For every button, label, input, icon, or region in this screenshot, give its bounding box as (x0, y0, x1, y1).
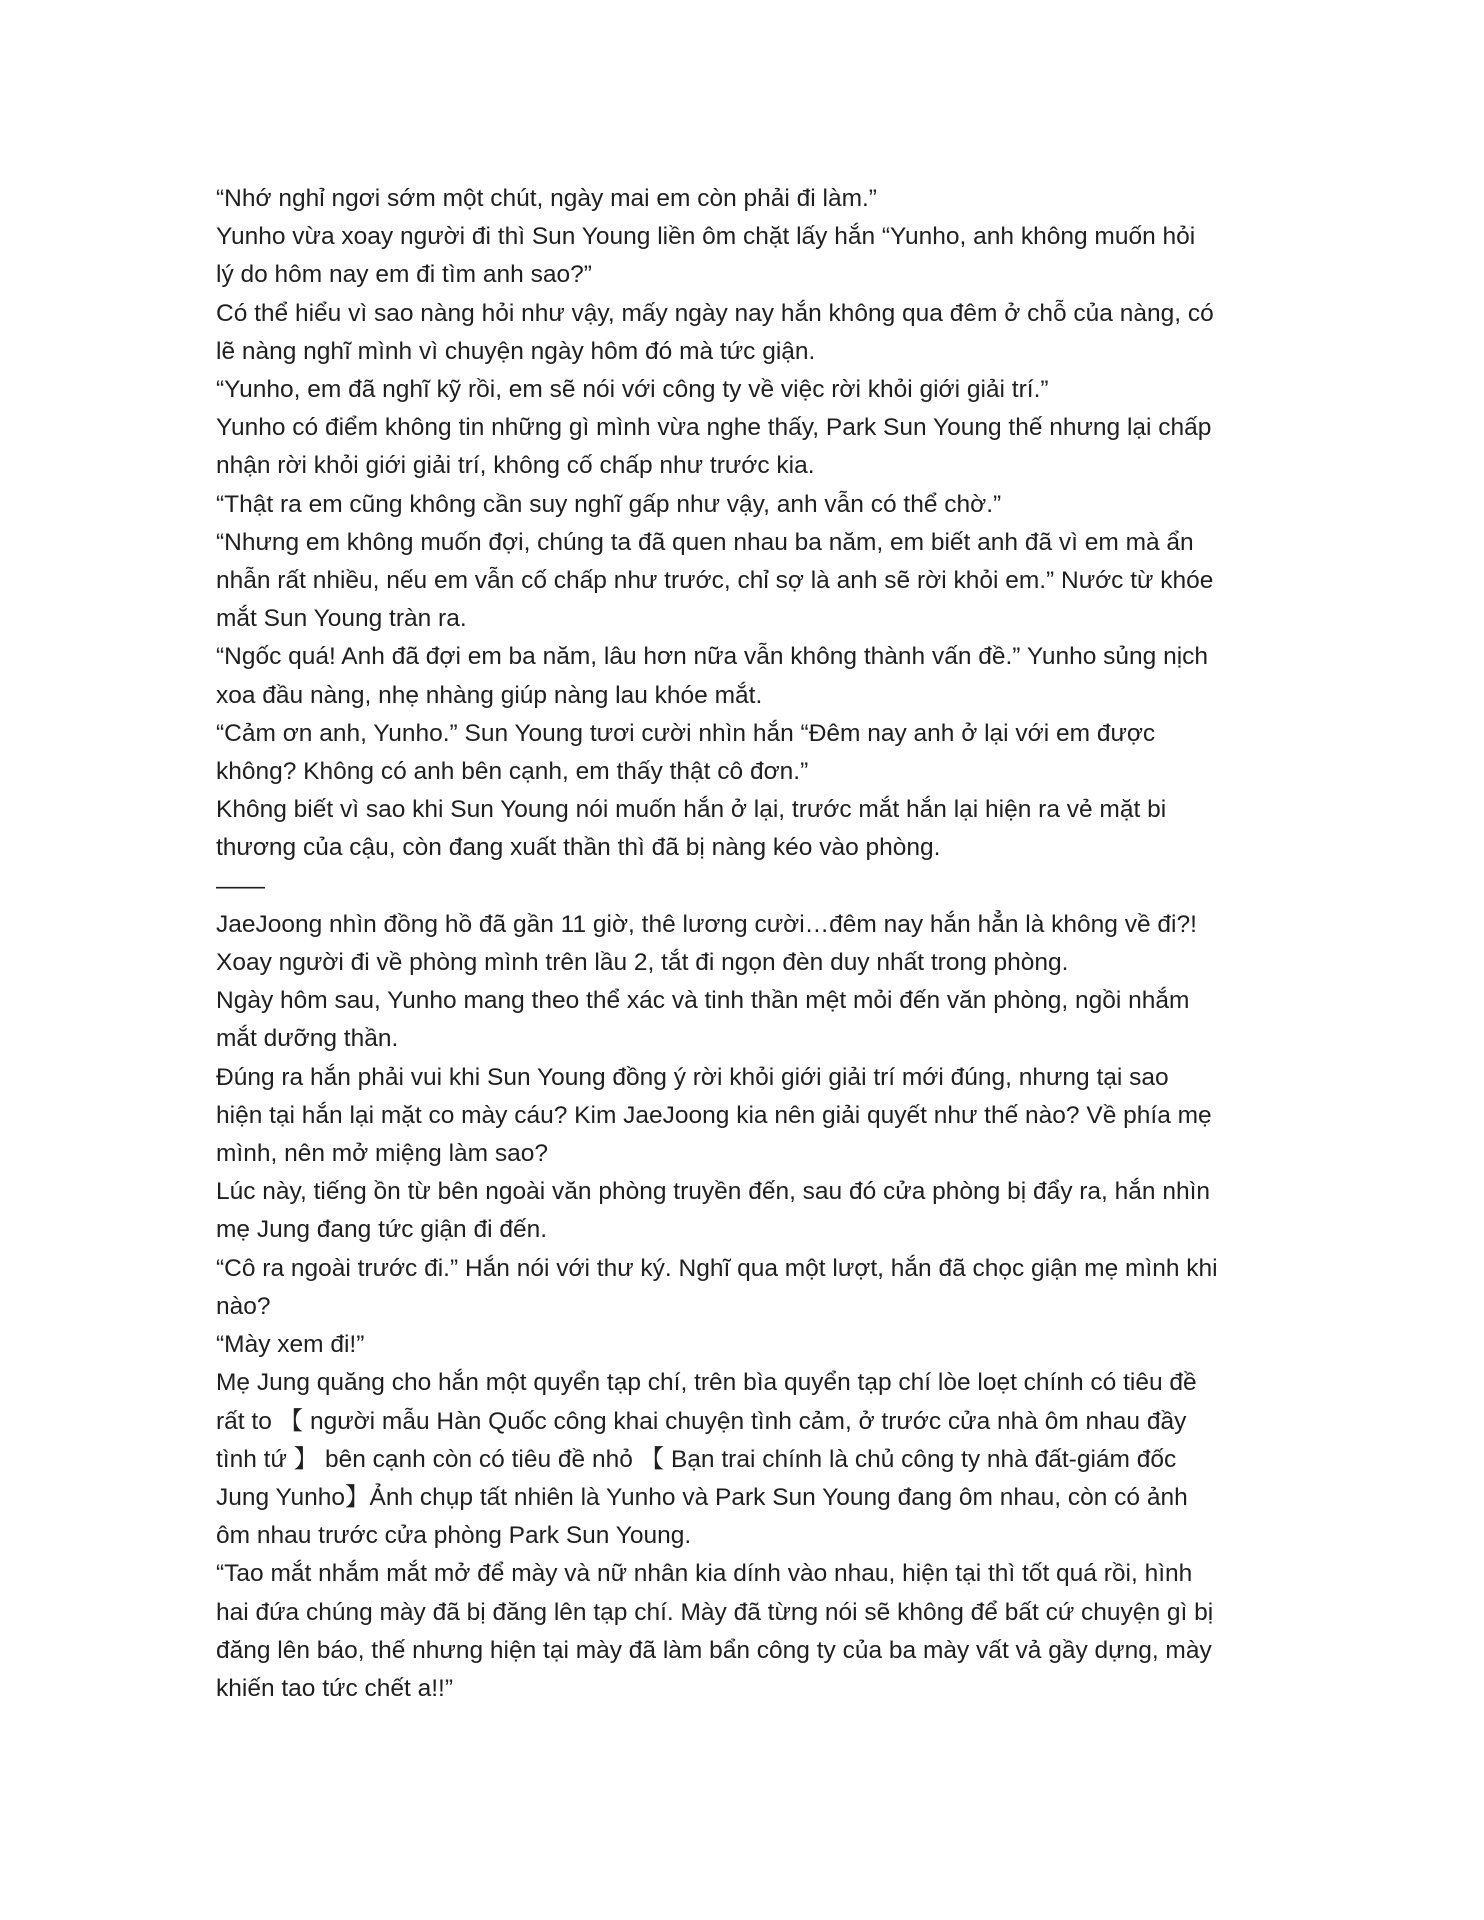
text-line: nhẫn rất nhiều, nếu em vẫn cố chấp như trước, chỉ sợ là anh sẽ rời khỏi em.” Nước từ khóe (216, 567, 1214, 595)
text-line: —— (216, 872, 265, 900)
text-line: “Nhớ nghỉ ngơi sớm một chút, ngày mai em còn phải đi làm.” (216, 185, 877, 212)
text-line: xoa đầu nàng, nhẹ nhàng giúp nàng lau khóe mắt. (216, 681, 763, 709)
text-line: Yunho vừa xoay người đi thì Sun Young liền ôm chặt lấy hắn “Yunho, anh không muốn hỏi (216, 223, 1196, 251)
text-line: đăng lên báo, thế nhưng hiện tại mày đã làm bẩn công ty của ba mày vất vả gầy dựng, mày (216, 1636, 1212, 1664)
text-line: Yunho có điểm không tin những gì mình vừa nghe thấy, Park Sun Young thế nhưng lại chấp (216, 414, 1212, 442)
text-line: Đúng ra hắn phải vui khi Sun Young đồng ý rời khỏi giới giải trí mới đúng, nhưng tại sao (216, 1063, 1169, 1091)
text-line: nào? (216, 1292, 271, 1320)
text-line: “Tao mắt nhắm mắt mở để mày và nữ nhân kia dính vào nhau, hiện tại thì tốt quá rồi, hình (216, 1560, 1193, 1588)
text-line: ôm nhau trước cửa phòng Park Sun Young. (216, 1522, 692, 1550)
text-line: Jung Yunho】Ảnh chụp tất nhiên là Yunho và Park Sun Young đang ôm nhau, còn có ảnh (216, 1483, 1188, 1511)
text-line: rất to 【 người mẫu Hàn Quốc công khai chuyện tình cảm, ở trước cửa nhà ôm nhau đầy (216, 1407, 1187, 1435)
text-line: “Cô ra ngoài trước đi.” Hắn nói với thư ký. Nghĩ qua một lượt, hắn đã chọc giận mẹ mình khi (216, 1254, 1218, 1282)
text-line: thương của cậu, còn đang xuất thần thì đã bị nàng kéo vào phòng. (216, 834, 941, 862)
text-line: “Nhưng em không muốn đợi, chúng ta đã quen nhau ba năm, em biết anh đã vì em mà ẩn (216, 528, 1194, 556)
text-line: “Mày xem đi!” (216, 1331, 365, 1359)
text-line: “Ngốc quá! Anh đã đợi em ba năm, lâu hơn nữa vẫn không thành vấn đề.” Yunho sủng nịch (216, 643, 1209, 671)
text-line: Ngày hôm sau, Yunho mang theo thể xác và tinh thần mệt mỏi đến văn phòng, ngồi nhắm (216, 987, 1190, 1015)
text-line: hai đứa chúng mày đã bị đăng lên tạp chí. Mày đã từng nói sẽ không để bất cứ chuyện gì bị (216, 1598, 1214, 1626)
text-line: nhận rời khỏi giới giải trí, không cố chấp như trước kia. (216, 452, 815, 480)
text-line: không? Không có anh bên cạnh, em thấy thật cô đơn.” (216, 758, 809, 786)
text-line: lẽ nàng nghĩ mình vì chuyện ngày hôm đó mà tức giận. (216, 337, 816, 365)
text-line: “Thật ra em cũng không cần suy nghĩ gấp như vậy, anh vẫn có thể chờ.” (216, 490, 1002, 518)
text-line: mắt dưỡng thần. (216, 1025, 399, 1053)
text-line: “Yunho, em đã nghĩ kỹ rồi, em sẽ nói với công ty về việc rời khỏi giới giải trí.” (216, 376, 1049, 404)
text-line: Xoay người đi về phòng mình trên lầu 2, tắt đi ngọn đèn duy nhất trong phòng. (216, 949, 1069, 977)
text-line: Có thể hiểu vì sao nàng hỏi như vậy, mấy ngày nay hắn không qua đêm ở chỗ của nàng, có (216, 299, 1214, 327)
text-line: lý do hôm nay em đi tìm anh sao?” (216, 261, 592, 289)
text-line: tình tứ 】 bên cạnh còn có tiêu đề nhỏ 【 Bạn trai chính là chủ công ty nhà đất-giám đốc (216, 1445, 1177, 1473)
text-line: Lúc này, tiếng ồn từ bên ngoài văn phòng truyền đến, sau đó cửa phòng bị đẩy ra, hắn nhìn (216, 1178, 1211, 1206)
text-line: mình, nên mở miệng làm sao? (216, 1140, 548, 1168)
text-line: Mẹ Jung quăng cho hắn một quyển tạp chí, trên bìa quyển tạp chí lòe loẹt chính có tiêu đề (216, 1369, 1197, 1397)
text-line: mẹ Jung đang tức giận đi đến. (216, 1216, 548, 1244)
text-line: Không biết vì sao khi Sun Young nói muốn hắn ở lại, trước mắt hắn lại hiện ra vẻ mặt bi (216, 796, 1167, 824)
story-text (216, 180, 1276, 1708)
text-line: hiện tại hắn lại mặt co mày cáu? Kim JaeJoong kia nên giải quyết như thế nào? Về phía mẹ (216, 1101, 1212, 1129)
text-line: mắt Sun Young tràn ra. (216, 605, 467, 633)
text-line: khiến tao tức chết a!!” (216, 1674, 454, 1702)
text-line: “Cảm ơn anh, Yunho.” Sun Young tươi cười nhìn hắn “Đêm nay anh ở lại với em được (216, 719, 1156, 747)
text-line: JaeJoong nhìn đồng hồ đã gần 11 giờ, thê lương cười…đêm nay hắn hẳn là không về đi?! (216, 910, 1197, 938)
